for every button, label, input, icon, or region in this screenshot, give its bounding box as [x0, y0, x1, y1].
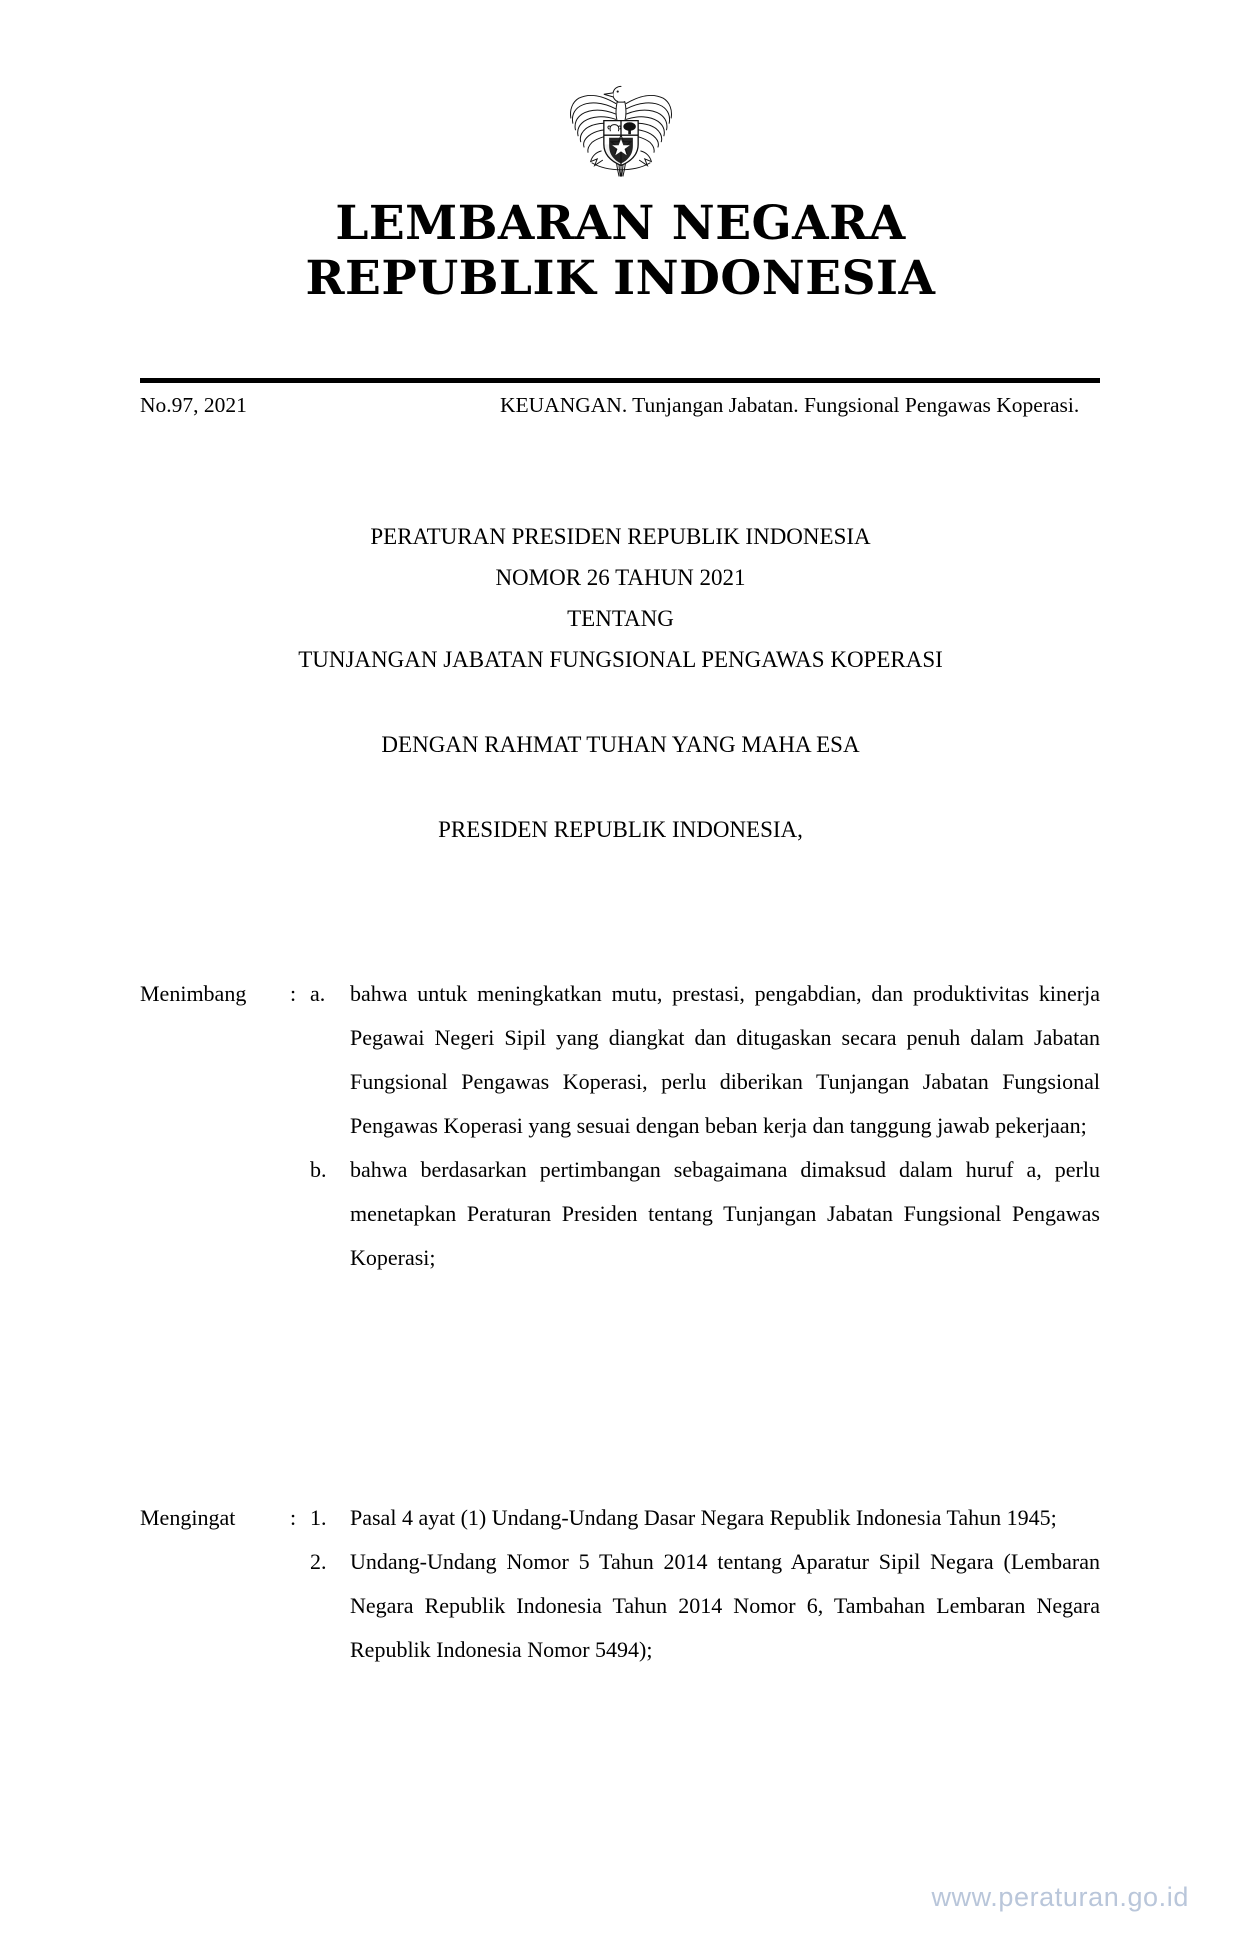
header-meta: [140, 390, 1100, 421]
menimbang-section: [140, 972, 1100, 1280]
title-subject: TUNJANGAN JABATAN FUNGSIONAL PENGAWAS KOPERASI: [298, 647, 943, 672]
menimbang-label: Menimbang: [140, 981, 247, 1006]
gazette-number: No.97, 2021: [140, 393, 247, 417]
title-regulation-type: PERATURAN PRESIDEN REPUBLIK INDONESIA: [370, 524, 871, 549]
mengingat-colon: :: [290, 1505, 297, 1530]
mengingat-label: Mengingat: [140, 1505, 236, 1530]
menimbang-text-b: bahwa berdasarkan pertimbangan sebagaimana dimaksud dalam huruf a, perlu menetapkan Peraturan Presiden tentang Tunjangan Jabatan Fungsional Pengawas Koperasi;: [350, 1157, 1100, 1270]
regulation-title-block: [0, 525, 1241, 841]
garuda-pancasila-emblem-icon: [555, 52, 687, 184]
menimbang-text-a: bahwa untuk meningkatkan mutu, prestasi, pengabdian, dan produktivitas kinerja Pegawai Negeri Sipil yang diangkat dan ditugaskan secara penuh dalam Jabatan Fungsional Pengawas Koperasi, perlu diberikan Tunjangan Jabatan Fungsional Pengawas Koperasi yang sesuai dengan beban kerja dan tanggung jawab pekerjaan;: [350, 981, 1100, 1138]
subject-keywords: KEUANGAN. Tunjangan Jabatan. Fungsional Pengawas Koperasi.: [500, 393, 1080, 417]
menimbang-marker-b: b.: [310, 1157, 327, 1182]
masthead-line-2: REPUBLIK INDONESIA: [305, 251, 936, 307]
mengingat-section: [140, 1496, 1100, 1672]
mengingat-item-1: [140, 1496, 1100, 1540]
title-issuer: PRESIDEN REPUBLIK INDONESIA,: [438, 817, 803, 842]
emblem-container: [0, 52, 1241, 189]
title-invocation: DENGAN RAHMAT TUHAN YANG MAHA ESA: [381, 732, 860, 757]
title-number-year: NOMOR 26 TAHUN 2021: [495, 565, 746, 590]
menimbang-marker-a: a.: [310, 981, 326, 1006]
mengingat-text-2: Undang-Undang Nomor 5 Tahun 2014 tentang Aparatur Sipil Negara (Lembaran Negara Republik Indonesia Tahun 2014 Nomor 6, Tambahan Lembaran Negara Republik Indonesia Nomor 5494);: [350, 1549, 1100, 1662]
source-watermark: www.peraturan.go.id: [931, 1882, 1189, 1912]
menimbang-item-b: [140, 1148, 1100, 1280]
header-divider: [140, 378, 1100, 383]
mengingat-text-1: Pasal 4 ayat (1) Undang-Undang Dasar Negara Republik Indonesia Tahun 1945;: [350, 1505, 1057, 1530]
mengingat-item-2: [140, 1540, 1100, 1672]
mengingat-marker-1: 1.: [310, 1505, 327, 1530]
menimbang-item-a: [140, 972, 1100, 1148]
mengingat-marker-2: 2.: [310, 1549, 327, 1574]
title-about-label: TENTANG: [567, 606, 674, 631]
masthead: [0, 196, 1241, 307]
menimbang-colon: :: [290, 981, 297, 1006]
masthead-line-1: LEMBARAN NEGARA: [335, 196, 906, 251]
